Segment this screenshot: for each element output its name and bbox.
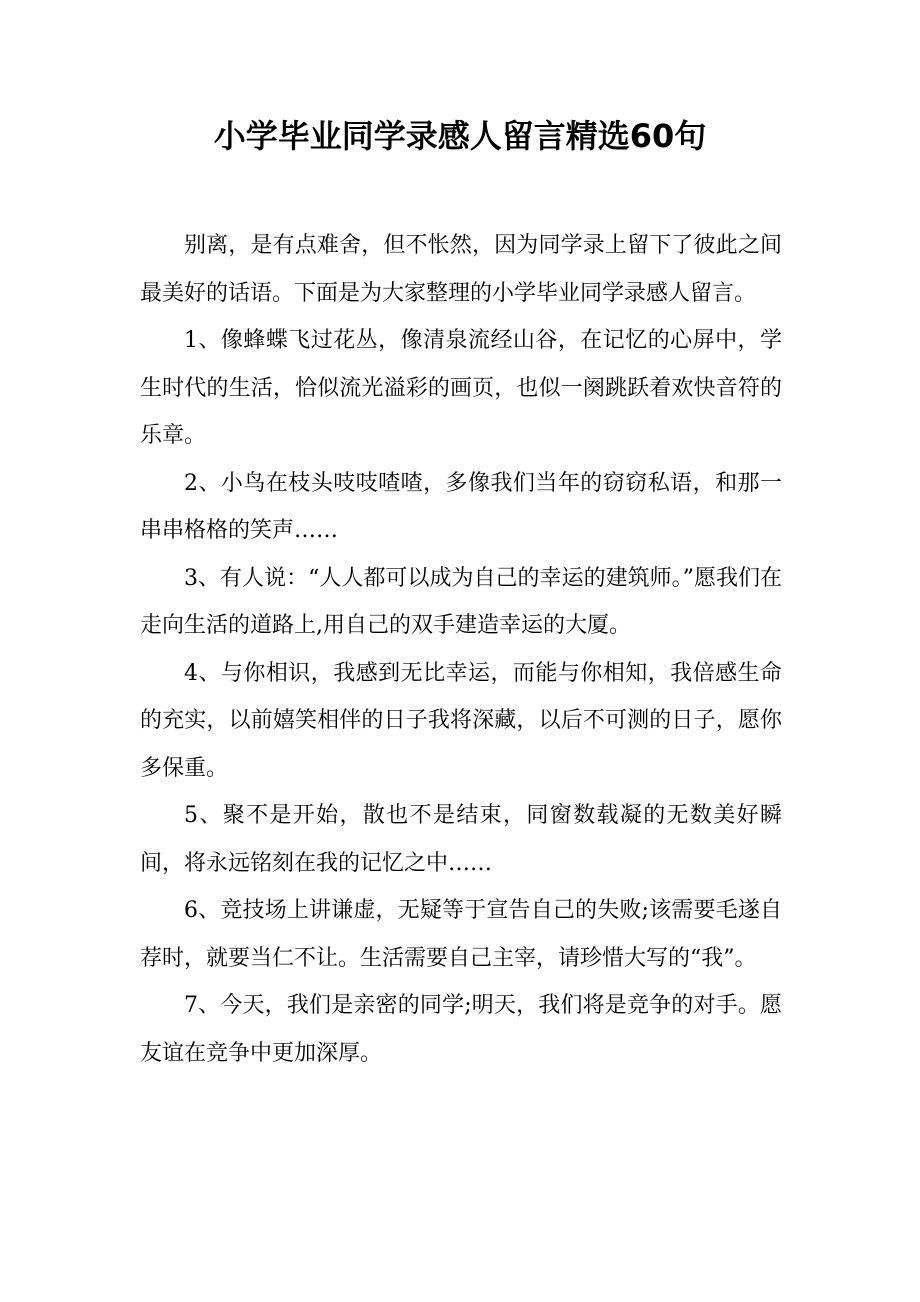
message-paragraph-4: 4、与你相识，我感到无比幸运，而能与你相知，我倍感生命的充实，以前嬉笑相伴的日子我将深藏，以后不可测的日子，愿你多保重。 xyxy=(140,660,782,781)
message-paragraph-1: 1、像蜂蝶飞过花丛，像清泉流经山谷，在记忆的心屏中，学生时代的生活，恰似流光溢彩的画页，也似一阕跳跃着欢快音符的乐章。 xyxy=(140,328,782,448)
document-body xyxy=(140,222,782,1077)
message-paragraph-6: 6、竞技场上讲谦虚，无疑等于宣告自己的失败;该需要毛遂自荐时，就要当仁不让。生活需要自己主宰，请珍惜大写的“我”。 xyxy=(140,898,782,971)
message-paragraph-3: 3、有人说：“人人都可以成为自己的幸运的建筑师。”愿我们在走向生活的道路上,用自己的双手建造幸运的大厦。 xyxy=(140,565,782,638)
message-paragraph-5: 5、聚不是开始，散也不是结束，同窗数载凝的无数美好瞬间，将永远铭刻在我的记忆之中…… xyxy=(140,803,782,876)
message-paragraph-2: 2、小鸟在枝头吱吱喳喳，多像我们当年的窃窃私语，和那一串串格格的笑声…… xyxy=(140,470,782,543)
message-paragraph-7: 7、今天，我们是亲密的同学;明天，我们将是竞争的对手。愿友谊在竞争中更加深厚。 xyxy=(140,993,782,1066)
intro-paragraph: 别离，是有点难舍，但不怅然，因为同学录上留下了彼此之间最美好的话语。下面是为大家整理的小学毕业同学录感人留言。 xyxy=(140,233,782,306)
document-title: 小学毕业同学录感人留言精选60句 xyxy=(213,117,707,155)
